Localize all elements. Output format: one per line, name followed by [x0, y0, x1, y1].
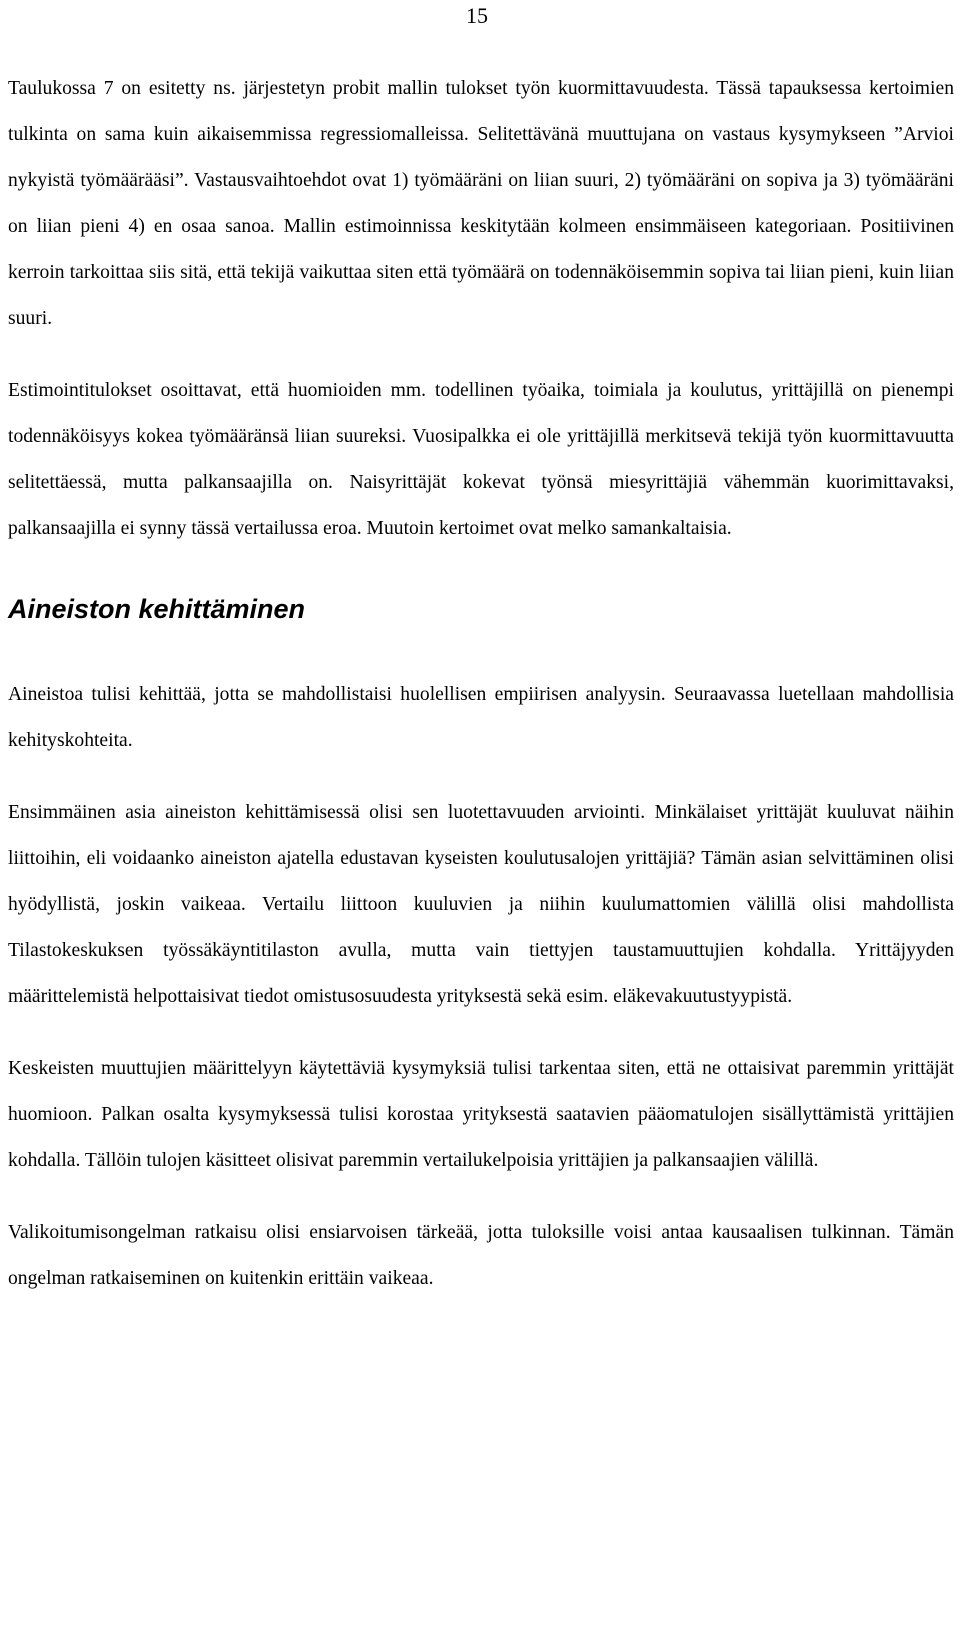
paragraph-probit-results: Taulukossa 7 on esitetty ns. järjestetyn probit mallin tulokset työn kuormittavuudesta. Tässä tapauksessa kertoimien tulkinta on sama kuin aikaisemmissa regressiomalleissa. Selitettävänä muuttujana on vastaus kysymykseen ”Arvioi nykyistä työmäärääsi”. Vastausvaihtoehdot ovat 1) työmääräni on liian suuri, 2) työmääräni on sopiva ja 3) työmääräni on liian pieni 4) en osaa sanoa. Mallin estimoinnissa keskitytään kolmeen ensimmäiseen kategoriaan. Positiivinen kerroin tarkoittaa siis sitä, että tekijä vaikuttaa siten että työmäärä on todennäköisemmin sopiva tai liian pieni, kuin liian suuri.	[8, 78, 954, 329]
paragraph-selection-problem: Valikoitumisongelman ratkaisu olisi ensiarvoisen tärkeää, jotta tuloksille voisi antaa kausaalisen tulkinnan. Tämän ongelman ratkaiseminen on kuitenkin erittäin vaikeaa.	[8, 1222, 954, 1289]
document-body	[8, 66, 954, 1302]
section-heading: Aineiston kehittäminen	[8, 594, 306, 624]
paragraph-estimation-results: Estimointitulokset osoittavat, että huomioiden mm. todellinen työaika, toimiala ja koulutus, yrittäjillä on pienempi todennäköisyys kokea työmääränsä liian suureksi. Vuosipalkka ei ole yrittäjillä merkitsevä tekijä työn kuormittavuutta selitettäessä, mutta palkansaajilla on. Naisyrittäjät kokevat työnsä miesyrittäjiä vähemmän kuorimittavaksi, palkansaajilla ei synny tässä vertailussa eroa. Muutoin kertoimet ovat melko samankaltaisia.	[8, 380, 954, 539]
page-number: 15	[466, 3, 488, 28]
paragraph-reliability: Ensimmäinen asia aineiston kehittämisessä olisi sen luotettavuuden arviointi. Minkälaiset yrittäjät kuuluvat näihin liittoihin, eli voidaanko aineiston ajatella edustavan kyseisten koulutusalojen yrittäjiä? Tämän asian selvittäminen olisi hyödyllistä, joskin vaikeaa. Vertailu liittoon kuuluvien ja niihin kuulumattomien välillä olisi mahdollista Tilastokeskuksen työssäkäyntitilaston avulla, mutta vain tiettyjen taustamuuttujien kohdalla. Yrittäjyyden määrittelemistä helpottaisivat tiedot omistusosuudesta yrityksestä sekä esim. eläkevakuutustyypistä.	[8, 802, 954, 1007]
paragraph-key-variables: Keskeisten muuttujien määrittelyyn käytettäviä kysymyksiä tulisi tarkentaa siten, että ne ottaisivat paremmin yrittäjät huomioon. Palkan osalta kysymyksessä tulisi korostaa yrityksestä saatavien pääomatulojen sisällyttämistä yrittäjien kohdalla. Tällöin tulojen käsitteet olisivat paremmin vertailukelpoisia yrittäjien ja palkansaajien välillä.	[8, 1058, 954, 1171]
paragraph-data-development: Aineistoa tulisi kehittää, jotta se mahdollistaisi huolellisen empiirisen analyysin. Seuraavassa luetellaan mahdollisia kehityskohteita.	[8, 684, 954, 751]
